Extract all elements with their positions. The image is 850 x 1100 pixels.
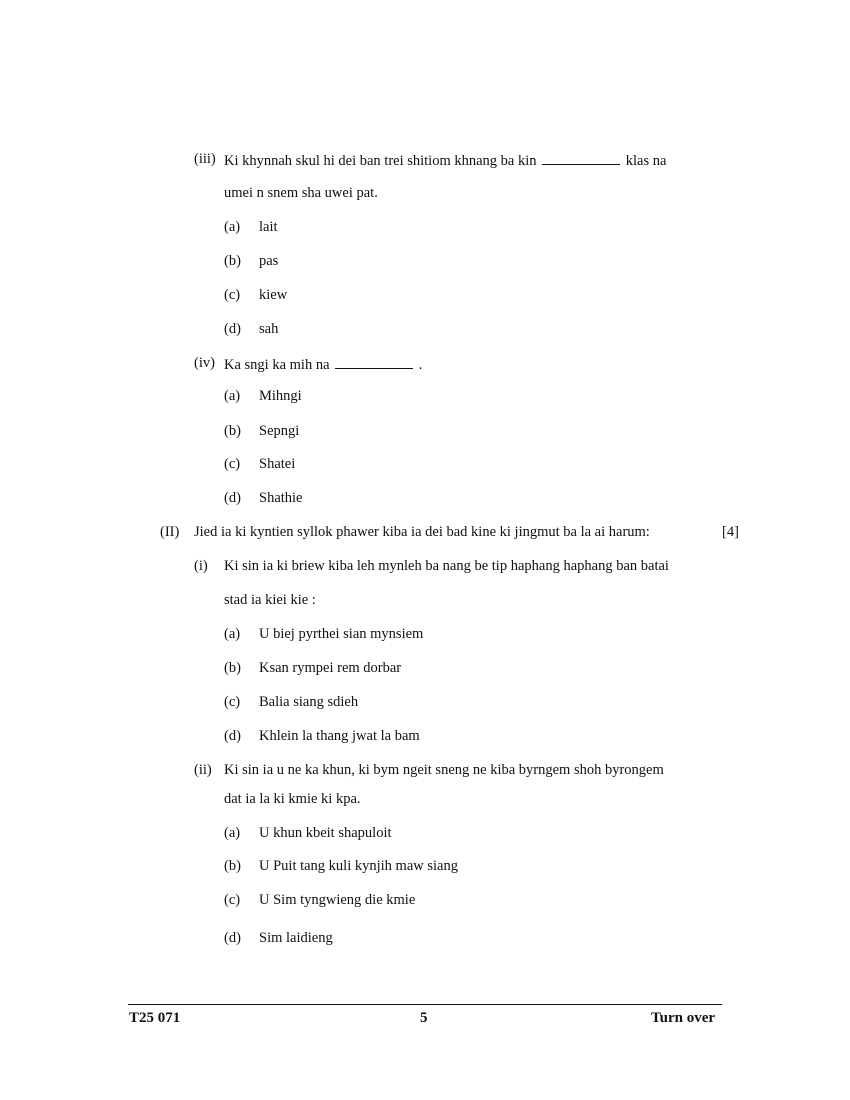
option-label: (c) — [224, 456, 241, 472]
option-label: (b) — [224, 858, 241, 874]
page-number: 5 — [420, 1010, 428, 1026]
option-label: (a) — [224, 388, 241, 404]
question-number: (i) — [194, 558, 208, 574]
question-text-part: klas na — [625, 153, 667, 169]
footer-divider — [128, 1004, 722, 1005]
option-label: (b) — [224, 253, 241, 269]
option-label: (a) — [224, 219, 241, 235]
answer-blank — [335, 356, 413, 369]
question-text-part: Ka sngi ka mih na — [224, 357, 330, 373]
option-label: (d) — [224, 930, 241, 946]
question-number: (ii) — [194, 762, 212, 778]
section-number: (II) — [160, 524, 180, 540]
question-text-continued: dat ia la ki kmie ki kpa. — [224, 791, 361, 807]
option-label: (b) — [224, 423, 241, 439]
option-text: Mihngi — [259, 388, 302, 404]
question-text-continued: stad ia kiei kie : — [224, 592, 316, 608]
option-label: (a) — [224, 626, 241, 642]
question-text-part: Ki khynnah skul hi dei ban trei shitiom khnang ba kin — [224, 153, 537, 169]
marks-label: [4] — [722, 524, 739, 540]
question-number: (iv) — [194, 355, 215, 371]
option-label: (c) — [224, 694, 241, 710]
option-text: Ksan rympei rem dorbar — [259, 660, 402, 676]
question-text: Ki sin ia ki briew kiba leh mynleh ba nang be tip haphang haphang ban batai — [224, 558, 669, 574]
option-text: lait — [259, 219, 278, 235]
option-text: U Sim tyngwieng die kmie — [259, 892, 416, 908]
option-text: kiew — [259, 287, 288, 303]
option-text: U biej pyrthei sian mynsiem — [259, 626, 424, 642]
question-text-continued: umei n snem sha uwei pat. — [224, 185, 378, 201]
option-label: (d) — [224, 490, 241, 506]
option-text: Shatei — [259, 456, 296, 472]
option-label: (c) — [224, 287, 241, 303]
question-number: (iii) — [194, 151, 216, 167]
option-text: Balia siang sdieh — [259, 694, 359, 710]
turn-over-label: Turn over — [651, 1010, 716, 1026]
question-text — [224, 356, 422, 373]
option-text: Khlein la thang jwat la bam — [259, 728, 420, 744]
option-text: Sim laidieng — [259, 930, 333, 946]
option-text: U khun kbeit shapuloit — [259, 825, 392, 841]
option-text: sah — [259, 321, 279, 337]
option-text: Shathie — [259, 490, 303, 506]
question-text-part: . — [418, 357, 423, 373]
option-text: Sepngi — [259, 423, 300, 439]
answer-blank — [542, 152, 620, 165]
question-text: Ki sin ia u ne ka khun, ki bym ngeit sneng ne kiba byrngem shoh byrongem — [224, 762, 664, 778]
section-instruction: Jied ia ki kyntien syllok phawer kiba ia dei bad kine ki jingmut ba la ai harum: — [194, 524, 650, 540]
option-text: pas — [259, 253, 279, 269]
option-text: U Puit tang kuli kynjih maw siang — [259, 858, 458, 874]
option-label: (d) — [224, 728, 241, 744]
paper-code: T25 071 — [129, 1010, 181, 1026]
option-label: (b) — [224, 660, 241, 676]
option-label: (a) — [224, 825, 241, 841]
option-label: (c) — [224, 892, 241, 908]
question-text — [224, 152, 666, 169]
option-label: (d) — [224, 321, 241, 337]
